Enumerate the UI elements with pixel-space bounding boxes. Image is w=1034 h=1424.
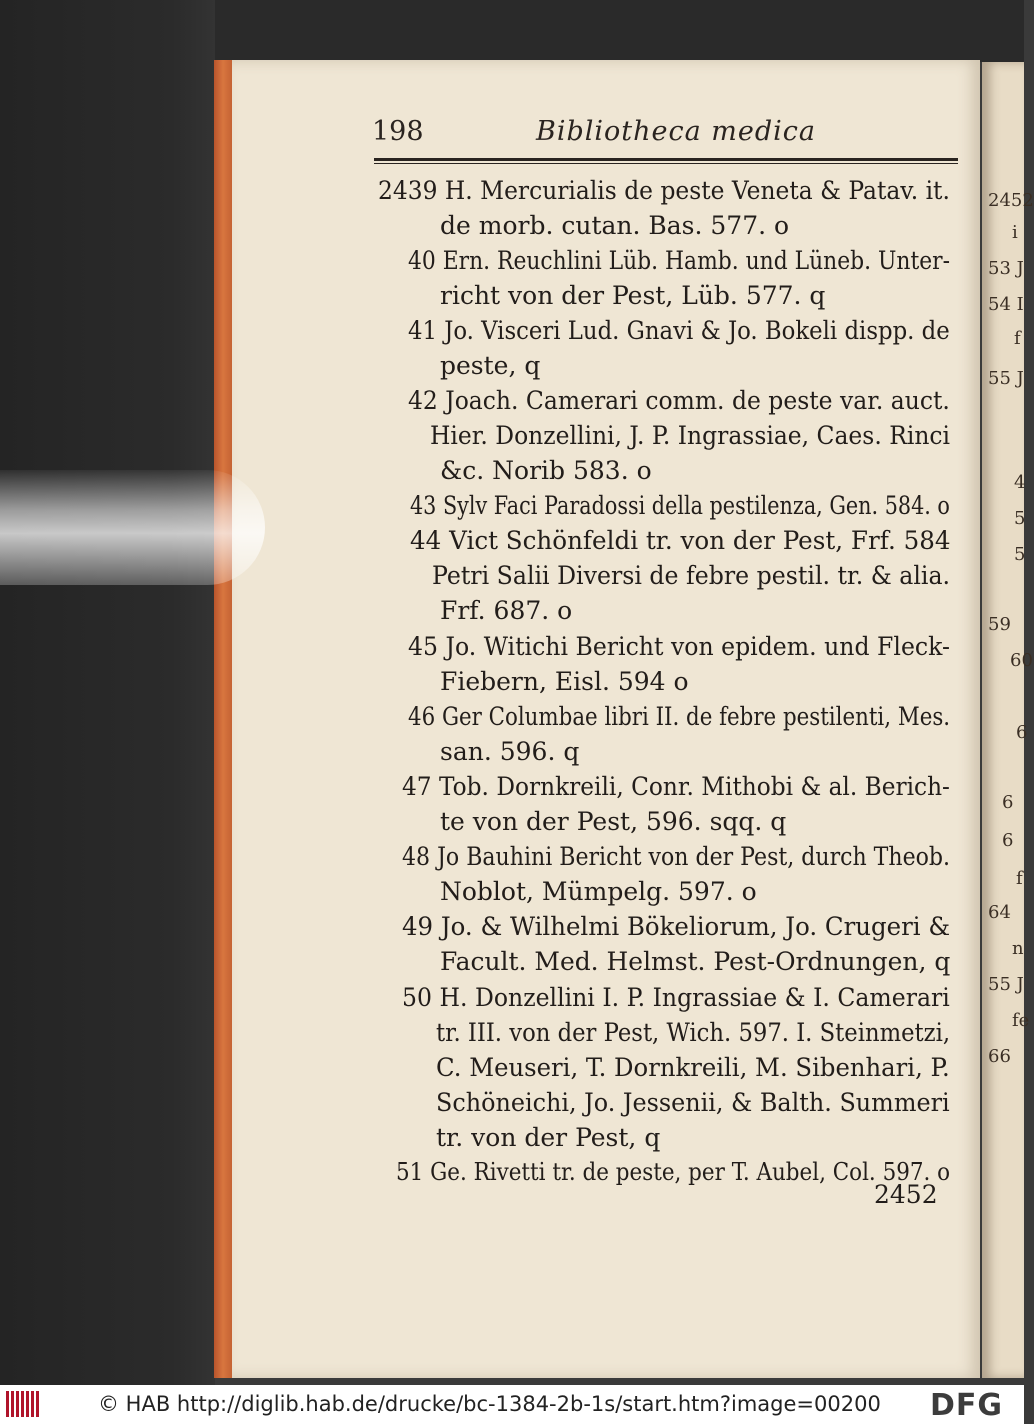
adjacent-fragment: f (1014, 328, 1021, 349)
adjacent-fragment: n (1012, 938, 1024, 959)
adjacent-fragment: 5 (1014, 508, 1026, 529)
entry-line: 42 Joach. Camerari comm. de peste var. auct. (408, 386, 950, 415)
adjacent-fragment: 5 (1014, 544, 1026, 565)
entry-line: 49 Jo. & Wilhelmi Bökeliorum, Jo. Crugeri & (402, 912, 951, 941)
entry-line: Facult. Med. Helmst. Pest-Ordnungen, q (440, 947, 951, 976)
entry-line: 46 Ger Columbae libri II. de febre pestilenti, Mes. (408, 702, 951, 731)
entry-line: te von der Pest, 596. sqq. q (440, 807, 787, 836)
page-number: 198 (372, 116, 424, 147)
entry-line: 44 Vict Schönfeldi tr. von der Pest, Frf. 584 (410, 526, 951, 555)
adjacent-fragment: 4 (1014, 472, 1026, 493)
entry-line: Schöneichi, Jo. Jessenii, & Balth. Summeri (436, 1088, 950, 1117)
source-credit[interactable]: © HAB http://diglib.hab.de/drucke/bc-1384-2b-1s/start.htm?image=00200 (98, 1392, 881, 1416)
adjacent-fragment: 54 I (988, 294, 1024, 315)
entry-line: 47 Tob. Dornkreili, Conr. Mithobi & al. Berich- (402, 772, 950, 801)
header-rule (374, 158, 958, 161)
entry-line: tr. von der Pest, q (436, 1123, 661, 1152)
adjacent-fragment: 53 J (988, 258, 1024, 279)
adjacent-fragment: f (1016, 868, 1023, 889)
entry-line: de morb. cutan. Bas. 577. o (440, 211, 790, 240)
adjacent-fragment: 6 (1002, 830, 1014, 851)
entry-line: &c. Norib 583. o (440, 456, 652, 485)
entry-line: 48 Jo Bauhini Bericht von der Pest, durch Theob. (402, 842, 951, 871)
entry-line: 40 Ern. Reuchlini Lüb. Hamb. und Lüneb. Unter- (408, 246, 950, 275)
catchword: 2452 (874, 1180, 938, 1209)
adjacent-fragment: 60 (1010, 650, 1033, 671)
adjacent-fragment: i (1012, 222, 1018, 243)
entry-line: 50 H. Donzellini I. P. Ingrassiae & I. Camerari (402, 983, 950, 1012)
entry-line: richt von der Pest, Lüb. 577. q (440, 281, 826, 310)
hab-logo-icon (6, 1391, 40, 1417)
running-head (372, 112, 962, 152)
adjacent-fragment: 55 J (988, 974, 1024, 995)
adjacent-fragment: 55 J (988, 368, 1024, 389)
header-rule-thin (374, 163, 958, 164)
entry-line: Petri Salii Diversi de febre pestil. tr. & alia. (432, 561, 951, 590)
entry-line: peste, q (440, 351, 541, 380)
scan-glare (0, 470, 265, 585)
book-page-edge (214, 60, 234, 1378)
adjacent-fragment: 6 (1002, 792, 1014, 813)
entry-line: 43 Sylv Faci Paradossi della pestilenza, Gen. 584. o (410, 491, 950, 520)
dfg-logo: DFG (930, 1388, 1004, 1423)
adjacent-fragment: 66 (988, 1046, 1011, 1067)
adjacent-fragment: fe (1012, 1010, 1030, 1031)
adjacent-fragment: 2452 (988, 190, 1034, 211)
footer-bar (0, 1385, 1024, 1424)
entry-line: Hier. Donzellini, J. P. Ingrassiae, Caes. Rinci (430, 421, 951, 450)
adjacent-fragment: 64 (988, 902, 1011, 923)
adjacent-page-fragment (982, 62, 1034, 1378)
adjacent-fragment: 59 (988, 614, 1011, 635)
entry-line: san. 596. q (440, 737, 580, 766)
adjacent-fragment: 6 (1016, 722, 1028, 743)
page-title: Bibliotheca medica (536, 116, 817, 147)
entry-line: Frf. 687. o (440, 596, 573, 625)
scan-backdrop-top (215, 0, 1024, 62)
entry-line: Noblot, Mümpelg. 597. o (440, 877, 757, 906)
entry-line: 2439 H. Mercurialis de peste Veneta & Patav. it. (378, 176, 950, 205)
entry-line: Fiebern, Eisl. 594 o (440, 667, 689, 696)
entry-line: tr. III. von der Pest, Wich. 597. I. Steinmetzi, (436, 1018, 951, 1047)
entry-line: C. Meuseri, T. Dornkreili, M. Sibenhari, P. (436, 1053, 950, 1082)
scan-backdrop-left (0, 0, 215, 1385)
entry-line: 45 Jo. Witichi Bericht von epidem. und Fleck- (408, 632, 950, 661)
entry-line: 41 Jo. Visceri Lud. Gnavi & Jo. Bokeli dispp. de (408, 316, 950, 345)
entry-line: 51 Ge. Rivetti tr. de peste, per T. Aubel, Col. 597. o (396, 1158, 951, 1186)
